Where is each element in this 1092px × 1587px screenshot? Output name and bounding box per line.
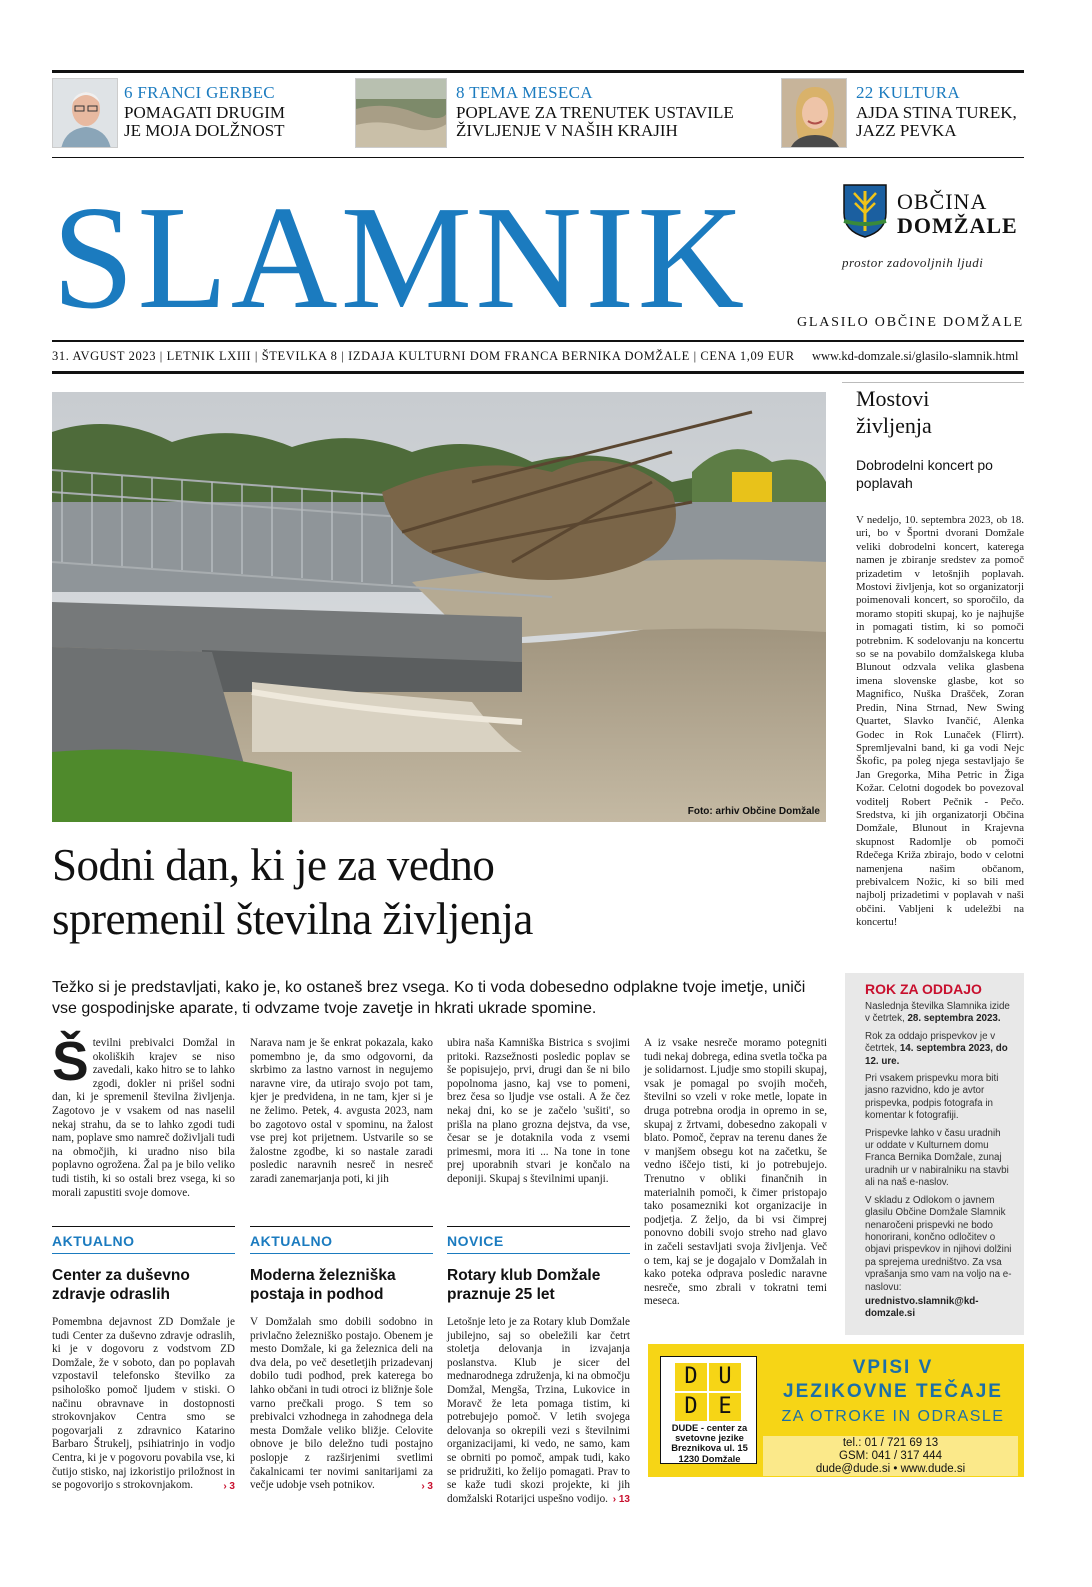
- teaser-title[interactable]: JE MOJA DOLŽNOST: [124, 121, 285, 140]
- logo-letter: U: [709, 1363, 741, 1391]
- municipality-name-bold: DOMŽALE: [897, 213, 1018, 238]
- deadline-paragraph: Naslednja številka Slamnika izide v četrtek, 28. septembra 2023.: [865, 1001, 1010, 1025]
- page-reference[interactable]: › 3: [223, 1480, 235, 1492]
- article-column: Narava nam je še enkrat pokazala, kako pomembno je, da smo odgovorni, da skrbimo za lastno varnost in negujemo naravne vire, da utirajo svojo pot tam, kjer je predvidena, in ne tam, kjer si je ne želimo. Petek, 4. avgusta 2023, nam bo zagotovo ostal v spominu, na žalost vse prej kot prijetnem. Ustvarile so se žalostne zgodbe, ki so nastale zaradi posledic naravnih nesreč in nesreč zaradi zanemarjanja poti, ki jih: [250, 1037, 433, 1185]
- dude-logo: [660, 1356, 757, 1464]
- divider: [250, 1226, 433, 1227]
- teaser-kicker[interactable]: 6 FRANCI GERBEC: [124, 83, 275, 102]
- divider: [447, 1226, 630, 1227]
- flood-bridge-photo[interactable]: [52, 392, 826, 822]
- teaser-title[interactable]: JAZZ PEVKA: [856, 121, 957, 140]
- page-reference[interactable]: › 3: [421, 1480, 433, 1492]
- deadline-title: ROK ZA ODDAJO: [865, 981, 982, 997]
- dude-address: DUDE - center za svetovne jezike Breznikova ul. 15 1230 Domžale: [671, 1422, 748, 1464]
- brief-title[interactable]: Center za duševno zdravje odraslih: [52, 1267, 190, 1303]
- dateline: 31. AVGUST 2023 | LETNIK LXIII | ŠTEVILKA 8 | IZDAJA KULTURNI DOM FRANCA BERNIKA DOMŽALE | CENA 1,09 EUR: [52, 349, 795, 363]
- deadline-box: [845, 973, 1024, 1335]
- brief-body: Pomembna dejavnost ZD Domžale je tudi Center za duševno zdravje odraslih, ki je v dogovoru z vodstvom ZD Domžale, že v soboto, dan po poplavah vzpostavil telefonsko številko za psihološko pomoč ljudem v stiski. O načinu obravnave in dostopnosti strokovnjakov Centra smo se pogovarjali z zdravnico Katarino Barbaro Štrukelj, psihiatrinjo in vodjo Centra, ki je v pogovoru povabila vse, ki čutijo stisko, naj izkoristijo priložnost in se pogovorijo s strokovnjakom.: [52, 1316, 235, 1492]
- flood-thumbnail[interactable]: [355, 78, 447, 148]
- news-brief[interactable]: [447, 1226, 630, 1505]
- portrait-ajda-stina-turek[interactable]: [781, 78, 847, 148]
- deadline-paragraph: Rok za oddajo prispevkov je v četrtek, 14. septembra 2023, do 12. ure.: [865, 1030, 1008, 1067]
- teaser-title[interactable]: AJDA STINA TUREK,: [856, 103, 1017, 122]
- ad-contact-info[interactable]: tel.: 01 / 721 69 13 GSM: 041 / 317 444 dude@dude.si • www.dude.si: [763, 1436, 1018, 1476]
- photo-credit: Foto: arhiv Občine Domžale: [687, 806, 820, 817]
- divider: [842, 382, 1024, 383]
- section-label[interactable]: AKTUALNO: [52, 1233, 135, 1249]
- brief-title[interactable]: Moderna železniška postaja in podhod: [250, 1267, 396, 1303]
- sidebar-title[interactable]: Mostovi življenja: [856, 386, 932, 438]
- dude-logo-grid: [675, 1363, 741, 1421]
- page-reference[interactable]: › 13: [612, 1494, 630, 1506]
- sidebar-body: V nedeljo, 10. septembra 2023, ob 18. uri, bo v Športni dvorani Domžale veliki dobrodelni koncert, katerega namen je zbiranje sredstev za pomoč prizadetim v letošnjih poplavah. Mostovi življenja, kot so organizatorji poimenovali koncert, so sporočilo, da moramo stopiti skupaj, ko je najhujše in pomagati tistim, ki so pomoči potrebnim. K sodelovanju na koncertu so se na povabilo domžalskega kluba Blunout odzvala velika glasbena imena slovenske glasbe, kot so Magnifico, Nuška Drašček, Zoran Predin, Nina Strnad, New Swing Quartet, Slavko Ivančić, Alenka Godec in Rok Lunaček (Flirrt). Spremljevalni band, ki ga vodi Nejc Škofic, pa poleg njega sestavljajo še Jan Gregorka, Miha Petric in Žiga Kožar. Celotni dogodek bo povezoval voditelj Robert Pečnik - Pečo. Sredstva, ki jih organizatorji Občina Domžale, Blunout in Krajevna skupnost Radomlje ob pomoči Rdečega Križa zbirajo, bodo v celotni namenjena našim občanom, prebivalcem Nožic, ki so bili med najbolj prizadetimi v poplavah v naši občini. Vabljeni k udeležbi na koncertu!: [856, 514, 1024, 929]
- section-label[interactable]: AKTUALNO: [250, 1233, 333, 1249]
- dude-advertisement[interactable]: [648, 1344, 1024, 1477]
- ad-subline: ZA OTROKE IN ODRASLE: [781, 1408, 1005, 1425]
- divider: [52, 1253, 235, 1254]
- deadline-paragraph: Prispevke lahko v času uradnih ur oddate v Kulturnem domu Franca Bernika Domžale, zunaj uradnih ur v nabiralniku na stavbi ali na naš e-naslov.: [865, 1127, 1009, 1189]
- article-column: Številni prebivalci Domžal in okoliških krajev se niso zavedali, kako hitro se to lahko zgodi, dokler ni prišel sodni dan, ki je spremenil številna življenja. Zagotovo je v vsakem od nas naselil nekaj strahu, da se to lahko zgodi tudi nam, poplave smo namreč doživljali tudi na območjih, ki uradno niso bila poplavno ogrožena. Žal pa je bilo veliko tudi tistih, ki so ostali brez vsega, ki so morali zapustiti svoje domove.: [52, 1030, 235, 1199]
- divider: [447, 1253, 630, 1254]
- section-label[interactable]: NOVICE: [447, 1233, 504, 1249]
- news-brief[interactable]: [52, 1226, 235, 1492]
- divider: [250, 1253, 433, 1254]
- drop-cap: Š: [52, 1030, 89, 1092]
- lead-paragraph: Težko si je predstavljati, kako je, ko ostaneš brez vsega. Ko ti voda dobesedno odplakne tvoje imetje, uniči vse gospodinjske aparate, ti odvzame tvoje zavetje in hkrati ukrade spomine.: [52, 979, 806, 1017]
- website-link[interactable]: www.kd-domzale.si/glasilo-slamnik.html: [812, 349, 1019, 363]
- divider: [52, 371, 1024, 374]
- brief-title[interactable]: Rotary klub Domžale praznuje 25 let: [447, 1267, 601, 1303]
- municipality-name: OBČINA: [897, 189, 988, 214]
- ad-headline: VPISI V JEZIKOVNE TEČAJE: [783, 1357, 1003, 1402]
- editorial-email-link[interactable]: urednistvo.slamnik@kd-domzale.si: [865, 1295, 979, 1320]
- sidebar-subtitle: Dobrodelni koncert po poplavah: [856, 457, 993, 491]
- teaser-title[interactable]: ŽIVLJENJE V NAŠIH KRAJIH: [456, 121, 678, 140]
- article-column: ubira naša Kamniška Bistrica s svojimi pritoki. Razsežnosti posledic poplav se še popisujejo, prvi, drugi dan še ni bilo popolnoma jasno, kaj vse to pomeni, brez česa so ljudje vse ostali. A že čez nekaj dni, ko se je začelo 'sušiti', so prišla na plano grozna dejstva, da vse, česar se je dotaknila voda z vsemi primesmi, mora iti ... Na tone in tone prej uporabnih stvari je končalo na deponiji. Skupaj s številnimi upanji.: [447, 1037, 630, 1185]
- teaser-title[interactable]: POPLAVE ZA TRENUTEK USTAVILE: [456, 103, 734, 122]
- teaser-title[interactable]: POMAGATI DRUGIM: [124, 103, 286, 122]
- logo-letter: E: [709, 1393, 741, 1421]
- deadline-paragraph: V skladu z Odlokom o javnem glasilu Občine Domžale Slamnik nenaročeni prispevki ne bodo honorirani, končno odločitev o objavi prispevkov in njihovi dolžini pa sprejema uredništvo. Za vsa vprašanja smo vam na voljo na e-naslovu:: [865, 1194, 1012, 1293]
- logo-letter: D: [675, 1393, 707, 1421]
- logo-letter: D: [675, 1363, 707, 1391]
- divider: [52, 157, 1024, 158]
- article-column: A iz vsake nesreče moramo potegniti tudi nekaj dobrega, edina svetla točka pa je solidarnost. Ljudje smo stopili skupaj, vsak je pomagal po svojih močeh, številni so vzeli v roke metle, lopate in druga potrebna orodja in opremo in se, skupaj z žrtvami, dobesedno zakopali v blato. Pomoč, čeprav na terenu danes že v manjšem obsegu kot na začetku, še vedno iščejo tisti, ki jo potrebujejo. Trenutno v obliki finančnih in materialnih pomoči, k čimer pristopajo tako posamezniki kot organizacije in podjetja. Z željo, da bi vsi čimprej ponovno dobili svojo streho nad glavo in začeli sestavljati svoja življenja. Več o tem, kaj se je dogajalo v Domžalah in kako poteka odprava posledic naravne nesreče, smo zbrali v tokratni temi meseca.: [644, 1037, 827, 1308]
- divider: [52, 1226, 235, 1227]
- deadline-paragraph: Pri vsakem prispevku mora biti jasno razvidno, kdo je avtor prispevka, podpis fotografa in komentar k fotografiji.: [865, 1073, 999, 1122]
- portrait-franci-gerbec[interactable]: [52, 78, 118, 148]
- masthead-subtitle: GLASILO OBČINE DOMŽALE: [797, 315, 1025, 330]
- divider: [52, 340, 1024, 342]
- masthead-title[interactable]: SLAMNIK: [52, 176, 748, 340]
- teaser-kicker[interactable]: 8 TEMA MESECA: [456, 83, 593, 102]
- teaser-kicker[interactable]: 22 KULTURA: [856, 83, 960, 102]
- brief-body: V Domžalah smo dobili sodobno in privlačno železniško postajo. Obenem je mesto Domžale, ki ga železnica deli na dva dela, po več desetletjih prizadevanj dobilo tudi podhod, prek katerega bo lahko občani in tudi otroci iz bližnje šole varno prečkali progo. S tem so prebivalci vzhodnega in zahodnega dela mesta Domžale veliko bližje. Celovite obnove je bilo deležno tudi postajno poslopje z razširjenimi svetlimi čakalnicami ter novimi sanitarijami za večje udobje vseh potnikov.: [250, 1316, 433, 1492]
- brief-body: Letošnje leto je za Rotary klub Domžale jubilejno, saj so obeležili kar četrt stoletja delovanja in izvajanja poslanstva. Klub je sicer del mednarodnega združenja, ki na območju Domžal, Mengša, Trzina, Lukovice in Moravč že leta pomaga tistim, ki potrebujejo pomoč. V letih svojega delovanja so okrepili vezi s številnimi organizacijami, ki vedo, ne samo, kam se obrniti po pomoč, ampak tudi, kako se pridružiti, ko želijo pomagati. Prav to se kaže tudi skozi projekte, ki jih domžalski Rotarijci uspešno vodijo.: [447, 1316, 630, 1505]
- municipality-motto: prostor zadovoljnih ljudi: [842, 255, 984, 270]
- top-rule: [52, 70, 1024, 73]
- coat-of-arms-icon: [842, 183, 888, 239]
- main-headline[interactable]: Sodni dan, ki je za vedno spremenil številna življenja: [52, 840, 533, 944]
- news-brief[interactable]: [250, 1226, 433, 1492]
